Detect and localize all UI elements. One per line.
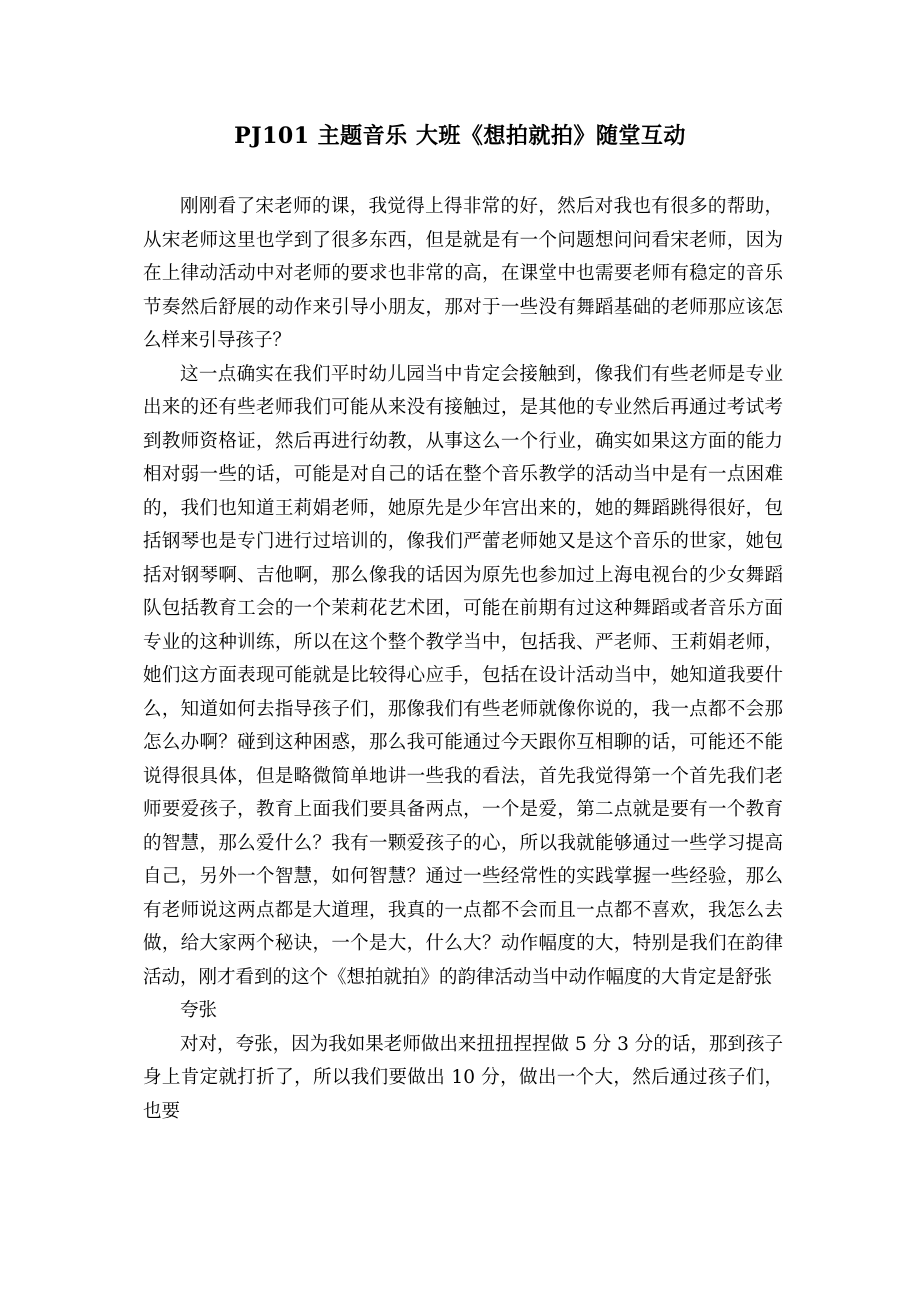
paragraph-question: 刚刚看了宋老师的课，我觉得上得非常的好，然后对我也有很多的帮助，从宋老师这里也学到了很多东西，但是就是有一个问题想问问看宋老师，因为在上律动活动中对老师的要求也非常的高，在课堂中也需要老师有稳定的音乐节奏然后舒展的动作来引导小朋友，那对于一些没有舞蹈基础的老师那应该怎么样来引导孩子？ <box>143 196 783 351</box>
document-body <box>143 190 783 1128</box>
paragraph-continuation: 对对，夸张，因为我如果老师做出来扭扭捏捏做 5 分 3 分的话，那到孩子身上肯定就打折了，所以我们要做出 10 分，做出一个大，然后通过孩子们，也要 <box>143 1033 783 1122</box>
paragraph-answer: 这一点确实在我们平时幼儿园当中肯定会接触到，像我们有些老师是专业出来的还有些老师我们可能从来没有接触过，是其他的专业然后再通过考试考到教师资格证，然后再进行幼教，从事这么一个行业，确实如果这方面的能力相对弱一些的话，可能是对自己的话在整个音乐教学的活动当中是有一点困难的，我们也知道王莉娟老师，她原先是少年宫出来的，她的舞蹈跳得很好，包括钢琴也是专门进行过培训的，像我们严蕾老师她又是这个音乐的世家，她包括对钢琴啊、吉他啊，那么像我的话因为原先也参加过上海电视台的少女舞蹈队包括教育工会的一个茉莉花艺术团，可能在前期有过这种舞蹈或者音乐方面专业的这种训练，所以在这个整个教学当中，包括我、严老师、王莉娟老师，她们这方面表现可能就是比较得心应手，包括在设计活动当中，她知道我要什么，知道如何去指导孩子们，那像我们有些老师就像你说的，我一点都不会那怎么办啊？碰到这种困惑，那么我可能通过今天跟你互相聊的话，可能还不能说得很具体，但是略微简单地讲一些我的看法，首先我觉得第一个首先我们老师要爱孩子，教育上面我们要具备两点，一个是爱，第二点就是要有一个教育的智慧，那么爱什么？我有一颗爱孩子的心，所以我就能够通过一些学习提高自己，另外一个智慧，如何智慧？通过一些经常性的实践掌握一些经验，那么有老师说这两点都是大道理，我真的一点都不会而且一点都不喜欢，我怎么去做，给大家两个秘诀，一个是大，什么大？动作幅度的大，特别是我们在韵律活动，刚才看到的这个《想拍就拍》的韵律活动当中动作幅度的大肯定是舒张 <box>143 363 783 988</box>
paragraph-interjection: 夸张 <box>180 1000 218 1021</box>
document-title: PJ101 主题音乐 大班《想拍就拍》随堂互动 <box>234 123 686 149</box>
